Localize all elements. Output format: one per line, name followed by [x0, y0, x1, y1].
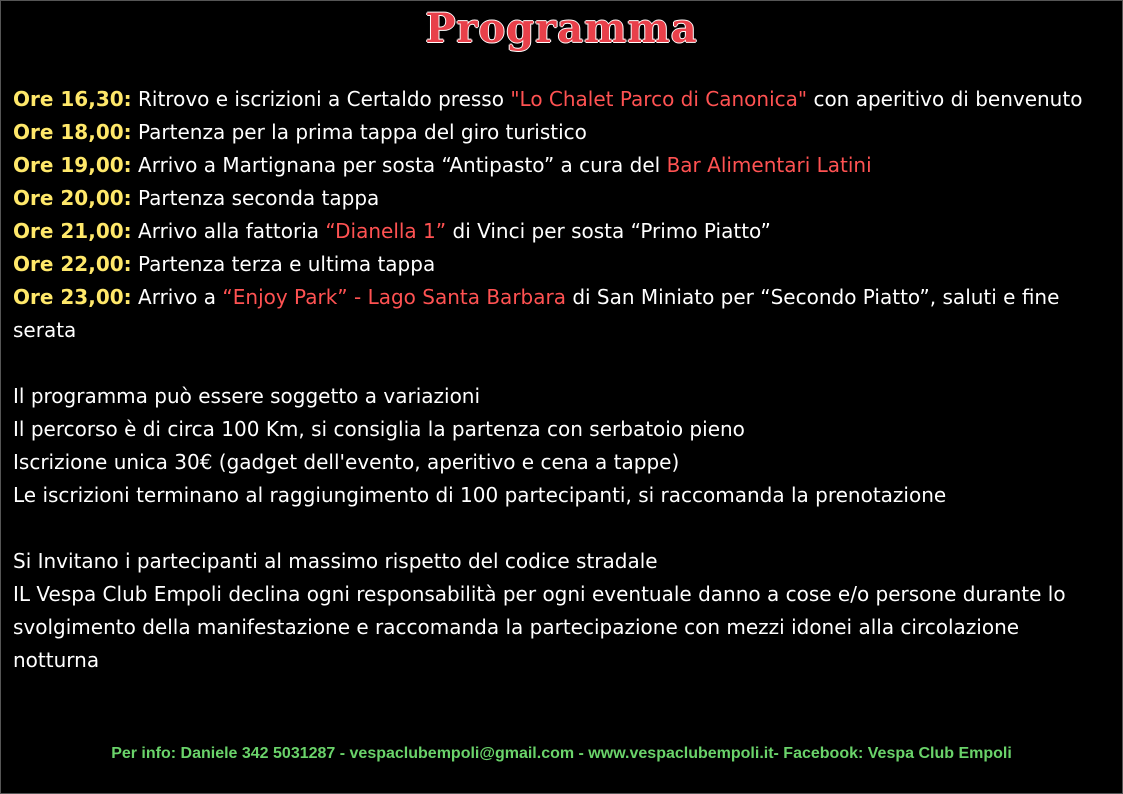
schedule-highlight: "Lo Chalet Parco di Canonica"	[510, 87, 808, 111]
schedule-time: Ore 16,30:	[13, 87, 132, 111]
schedule-text: Partenza per la prima tappa del giro turistico	[131, 120, 587, 144]
schedule-time: Ore 20,00:	[13, 186, 132, 210]
schedule-item	[13, 149, 1108, 182]
rule-item: Si Invitano i partecipanti al massimo rispetto del codice stradale	[13, 549, 658, 573]
rules-list	[13, 545, 1108, 677]
schedule-highlight: Bar Alimentari Latini	[666, 153, 872, 177]
schedule-time: Ore 18,00:	[13, 120, 132, 144]
schedule-text: Ritrovo e iscrizioni a Certaldo presso	[131, 87, 511, 111]
note-item: Le iscrizioni terminano al raggiungimento di 100 partecipanti, si raccomanda la prenotazione	[13, 483, 947, 507]
schedule-text-end: di San Miniato per “Secondo Piatto”, saluti e fine serata	[13, 285, 1060, 342]
schedule-text-end: con aperitivo di benvenuto	[807, 87, 1083, 111]
schedule-item	[13, 116, 1108, 149]
schedule-item	[13, 83, 1108, 116]
schedule-item	[13, 281, 1108, 347]
schedule-text: Partenza terza e ultima tappa	[131, 252, 436, 276]
schedule-time: Ore 19,00:	[13, 153, 132, 177]
schedule-time: Ore 23,00:	[13, 285, 132, 309]
schedule-text: Partenza seconda tappa	[131, 186, 380, 210]
schedule-time: Ore 21,00:	[13, 219, 132, 243]
schedule-item	[13, 215, 1108, 248]
note-item: Il percorso è di circa 100 Km, si consiglia la partenza con serbatoio pieno	[13, 417, 745, 441]
schedule-item	[13, 182, 1108, 215]
contact-footer: Per info: Daniele 342 5031287 - vespaclubempoli@gmail.com - www.vespaclubempoli.it- Facebook: Vespa Club Empoli	[111, 745, 1012, 762]
schedule-item	[13, 248, 1108, 281]
spacer	[13, 347, 1108, 380]
note-item: Iscrizione unica 30€ (gadget dell'evento, aperitivo e cena a tappe)	[13, 450, 680, 474]
schedule-text: Arrivo alla fattoria	[131, 219, 326, 243]
program-body	[13, 83, 1108, 677]
schedule-text-end: di Vinci per sosta “Primo Piatto”	[446, 219, 771, 243]
schedule-text: Arrivo a	[131, 285, 223, 309]
schedule-time: Ore 22,00:	[13, 252, 132, 276]
rule-item: IL Vespa Club Empoli declina ogni responsabilità per ogni eventuale danno a cose e/o persone durante lo svolgimento della manifestazione e raccomanda la partecipazione con mezzi idonei alla circolazione notturna	[13, 582, 1066, 672]
schedule-list	[13, 83, 1108, 347]
note-item: Il programma può essere soggetto a variazioni	[13, 384, 481, 408]
schedule-highlight: “Enjoy Park” - Lago Santa Barbara	[222, 285, 566, 309]
schedule-highlight: “Dianella 1”	[325, 219, 447, 243]
notes-list	[13, 380, 1108, 512]
schedule-text: Arrivo a Martignana per sosta “Antipasto” a cura del	[131, 153, 667, 177]
spacer	[13, 512, 1108, 545]
page-title: Programma	[425, 5, 698, 52]
